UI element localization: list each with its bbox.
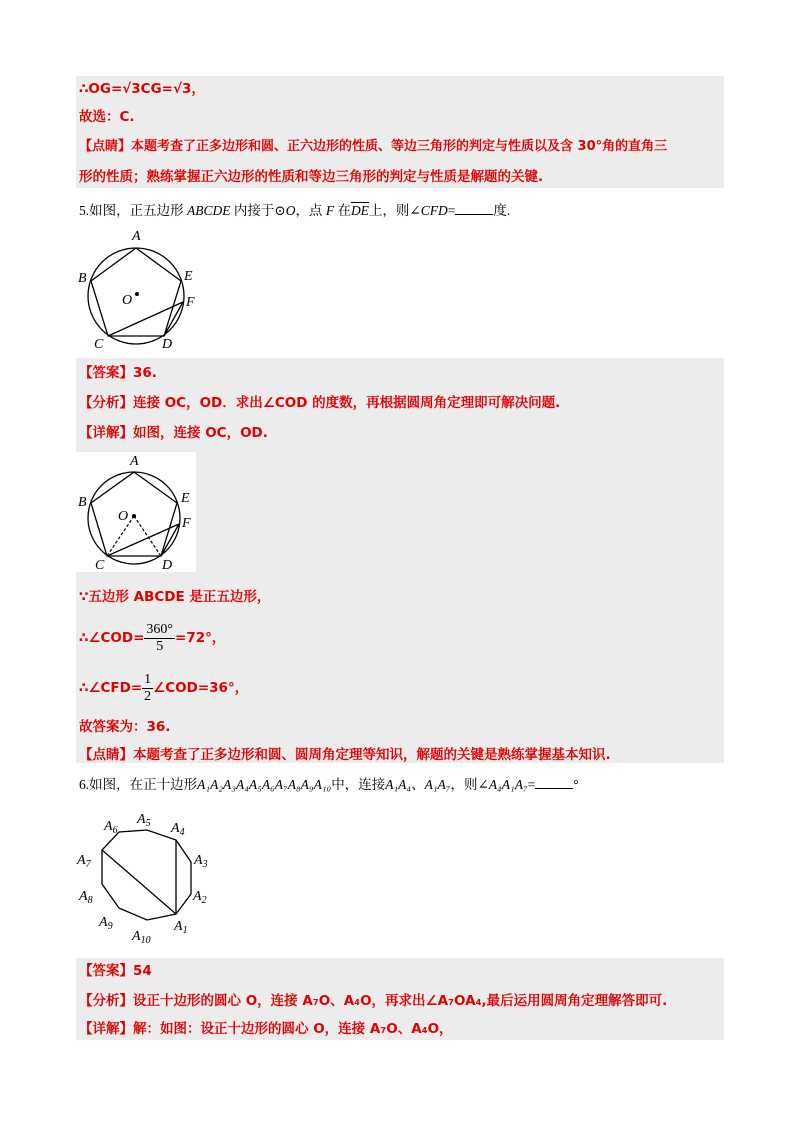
label-d: D	[162, 558, 173, 572]
label-e: E	[184, 269, 193, 284]
question-6: 6.如图，在正十边形A₁A₂A₃A₄A₅A₆A₇A₈A₉A₁₀中，连接A₁A₄、A₁A₇，则∠A₄A₁A₇= °	[79, 777, 579, 792]
fraction: $\frac{360^\circ}{5}$	[146, 621, 174, 654]
analysis-line: 【分析】设正十边形的圆心 O，连接 A₇O、A₄O，再求出∠A₇OA₄,最后运用圆周角定理解答即可.	[79, 993, 668, 1009]
label-f: F	[186, 295, 195, 310]
label-o: O	[118, 509, 129, 524]
answer-blank	[535, 776, 573, 789]
comment-line: 形的性质；熟练掌握正六边形的性质和等边三角形的判定与性质是解题的关键.	[79, 169, 544, 185]
step-line: ∴∠COD= $\frac{360^\circ}{5}$ =72°，	[79, 621, 226, 654]
label-o: O	[122, 293, 133, 308]
step-line: ∵五边形 ABCDE 是正五边形，	[79, 589, 271, 605]
label-a2: $A_2$	[193, 889, 207, 906]
comment-line: 【点睛】本题考查了正多边形和圆、圆周角定理等知识，解题的关键是熟练掌握基本知识.	[79, 747, 611, 763]
decagon-figure	[74, 808, 224, 948]
label-c: C	[95, 558, 105, 572]
final-line: 故答案为：36.	[79, 719, 171, 735]
analysis-line: 【分析】连接 OC，OD．求出∠COD 的度数，再根据圆周角定理即可解决问题.	[79, 395, 561, 411]
label-a3: $A_3$	[194, 853, 208, 870]
step-line: ∴∠CFD= $\frac{1}{2}$ ∠COD=36°，	[79, 671, 249, 704]
answer-blank	[455, 202, 493, 215]
label-a10: $A_{10}$	[132, 929, 151, 946]
solution-line: 故选：C.	[79, 109, 135, 125]
answer-line: 【答案】36.	[79, 365, 157, 381]
label-b: B	[78, 495, 87, 510]
label-a6: $A_6$	[104, 819, 118, 836]
label-f: F	[182, 516, 191, 531]
answer-line: 【答案】54	[79, 963, 152, 979]
label-a7: $A_7$	[77, 853, 91, 870]
label-c: C	[94, 337, 104, 352]
detail-line: 【详解】如图，连接 OC，OD.	[79, 425, 268, 441]
pentagon-figure	[76, 226, 206, 352]
label-a4: $A_4$	[171, 821, 185, 838]
fraction: $\frac{1}{2}$	[144, 671, 152, 704]
comment-line: 【点睛】本题考查了正多边形和圆、正六边形的性质、等边三角形的判定与性质以及含 30°角的直角三	[79, 139, 668, 154]
solution-line: ∴OG=√3CG=√3，	[79, 81, 205, 97]
label-a9: $A_9$	[99, 915, 113, 932]
question-5: 5.如图，正五边形 ABCDE 内接于⊙O，点 F 在$\overline{DE}$上，则∠CFD= 度.	[79, 203, 511, 218]
detail-line: 【详解】解：如图：设正十边形的圆心 O，连接 A₇O、A₄O，	[79, 1021, 453, 1037]
label-b: B	[78, 271, 87, 286]
label-d: D	[162, 337, 173, 352]
label-a5: $A_5$	[137, 812, 151, 829]
label-a: A	[130, 454, 139, 469]
label-a1: $A_1$	[174, 919, 188, 936]
label-a: A	[132, 229, 141, 244]
label-e: E	[181, 491, 190, 506]
label-a8: $A_8$	[79, 889, 93, 906]
pentagon-figure-solution	[76, 452, 196, 572]
